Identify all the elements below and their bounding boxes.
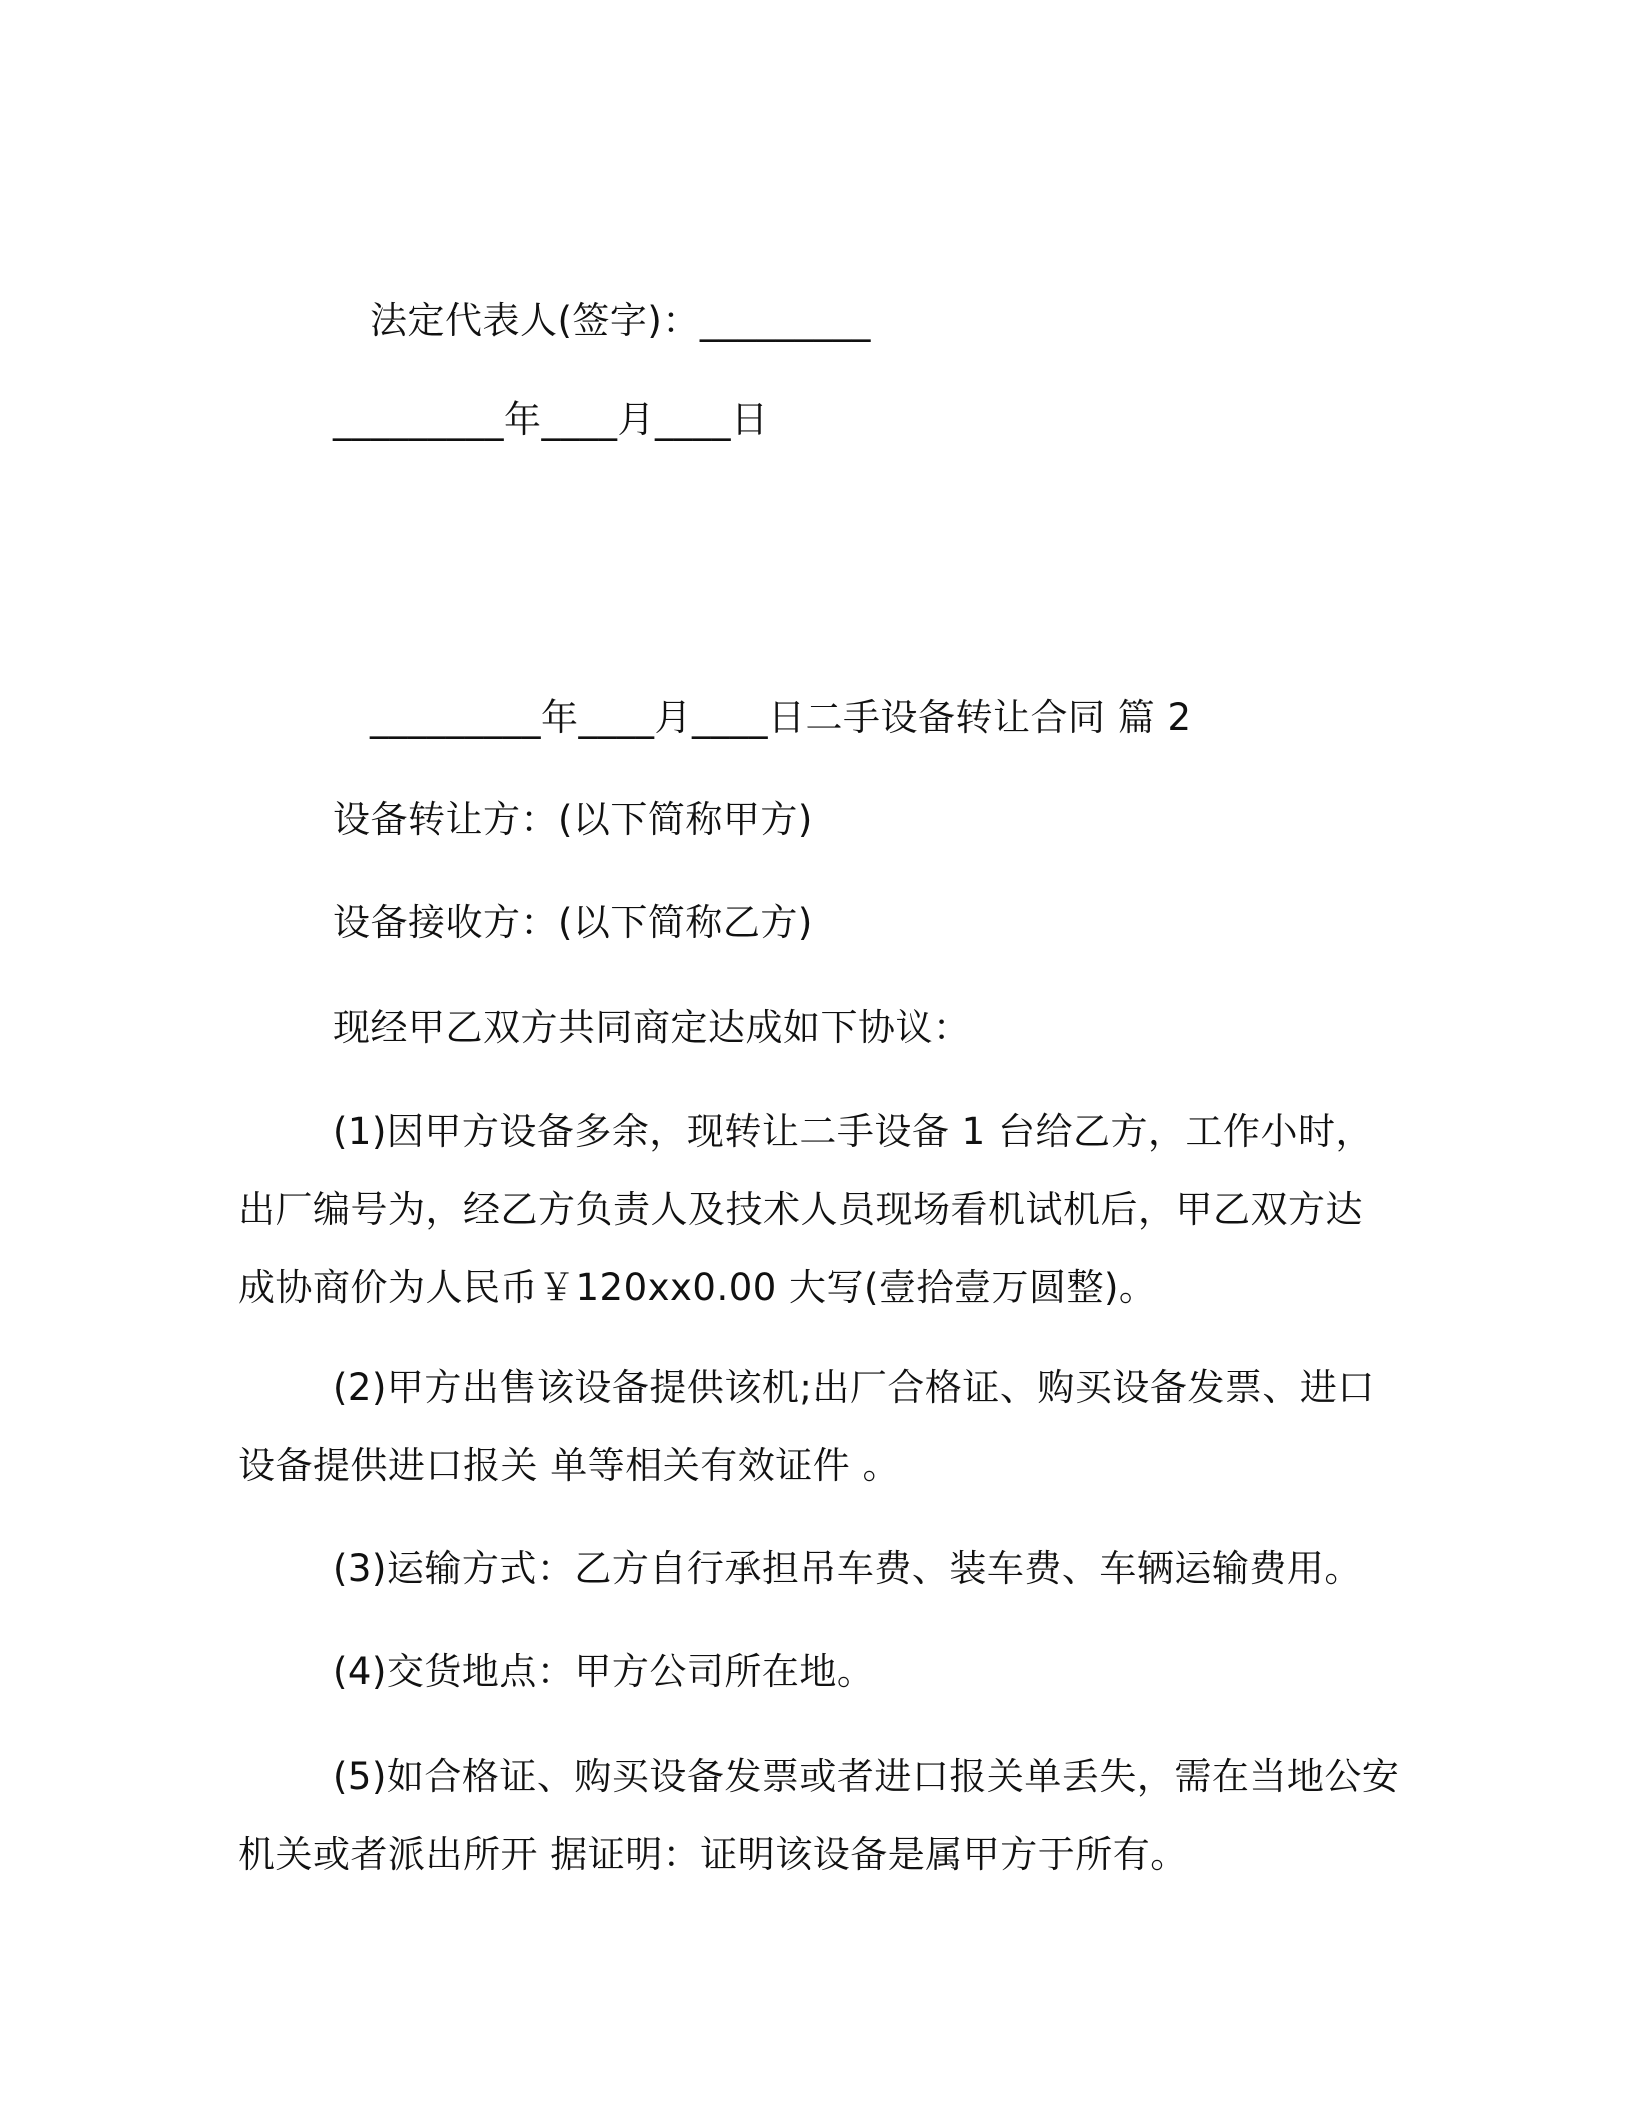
preamble-line: 现经甲乙双方共同商定达成如下协议：	[333, 1006, 971, 1049]
signature-date-line: _________年____月____日	[333, 398, 769, 441]
transferor-line: 设备转让方：(以下简称甲方)	[333, 798, 813, 841]
clause-3-line-1: (3)运输方式：乙方自行承担吊车费、装车费、车辆运输费用。	[333, 1547, 1362, 1590]
clause-2-line-2: 设备提供进口报关 单等相关有效证件 。	[238, 1444, 901, 1487]
clause-5-line-2: 机关或者派出所开 据证明：证明该设备是属甲方于所有。	[238, 1833, 1188, 1876]
clause-5-line-1: (5)如合格证、购买设备发票或者进口报关单丢失，需在当地公安	[333, 1755, 1400, 1798]
clause-4-line-1: (4)交货地点：甲方公司所在地。	[333, 1650, 875, 1693]
clause-1-line-2: 出厂编号为，经乙方负责人及技术人员现场看机试机后，甲乙双方达	[238, 1188, 1363, 1231]
contract-title: _________年____月____日二手设备转让合同 篇 2	[370, 696, 1192, 739]
clause-2-line-1: (2)甲方出售该设备提供该机;出厂合格证、购买设备发票、进口	[333, 1366, 1375, 1409]
clause-1-line-1: (1)因甲方设备多余，现转让二手设备 1 台给乙方，工作小时，	[333, 1110, 1373, 1153]
receiver-line: 设备接收方：(以下简称乙方)	[333, 901, 813, 944]
legal-representative-signature-line: 法定代表人(签字)：_________	[370, 299, 871, 342]
clause-1-line-3: 成协商价为人民币￥120xx0.00 大写(壹拾壹万圆整)。	[238, 1266, 1157, 1309]
